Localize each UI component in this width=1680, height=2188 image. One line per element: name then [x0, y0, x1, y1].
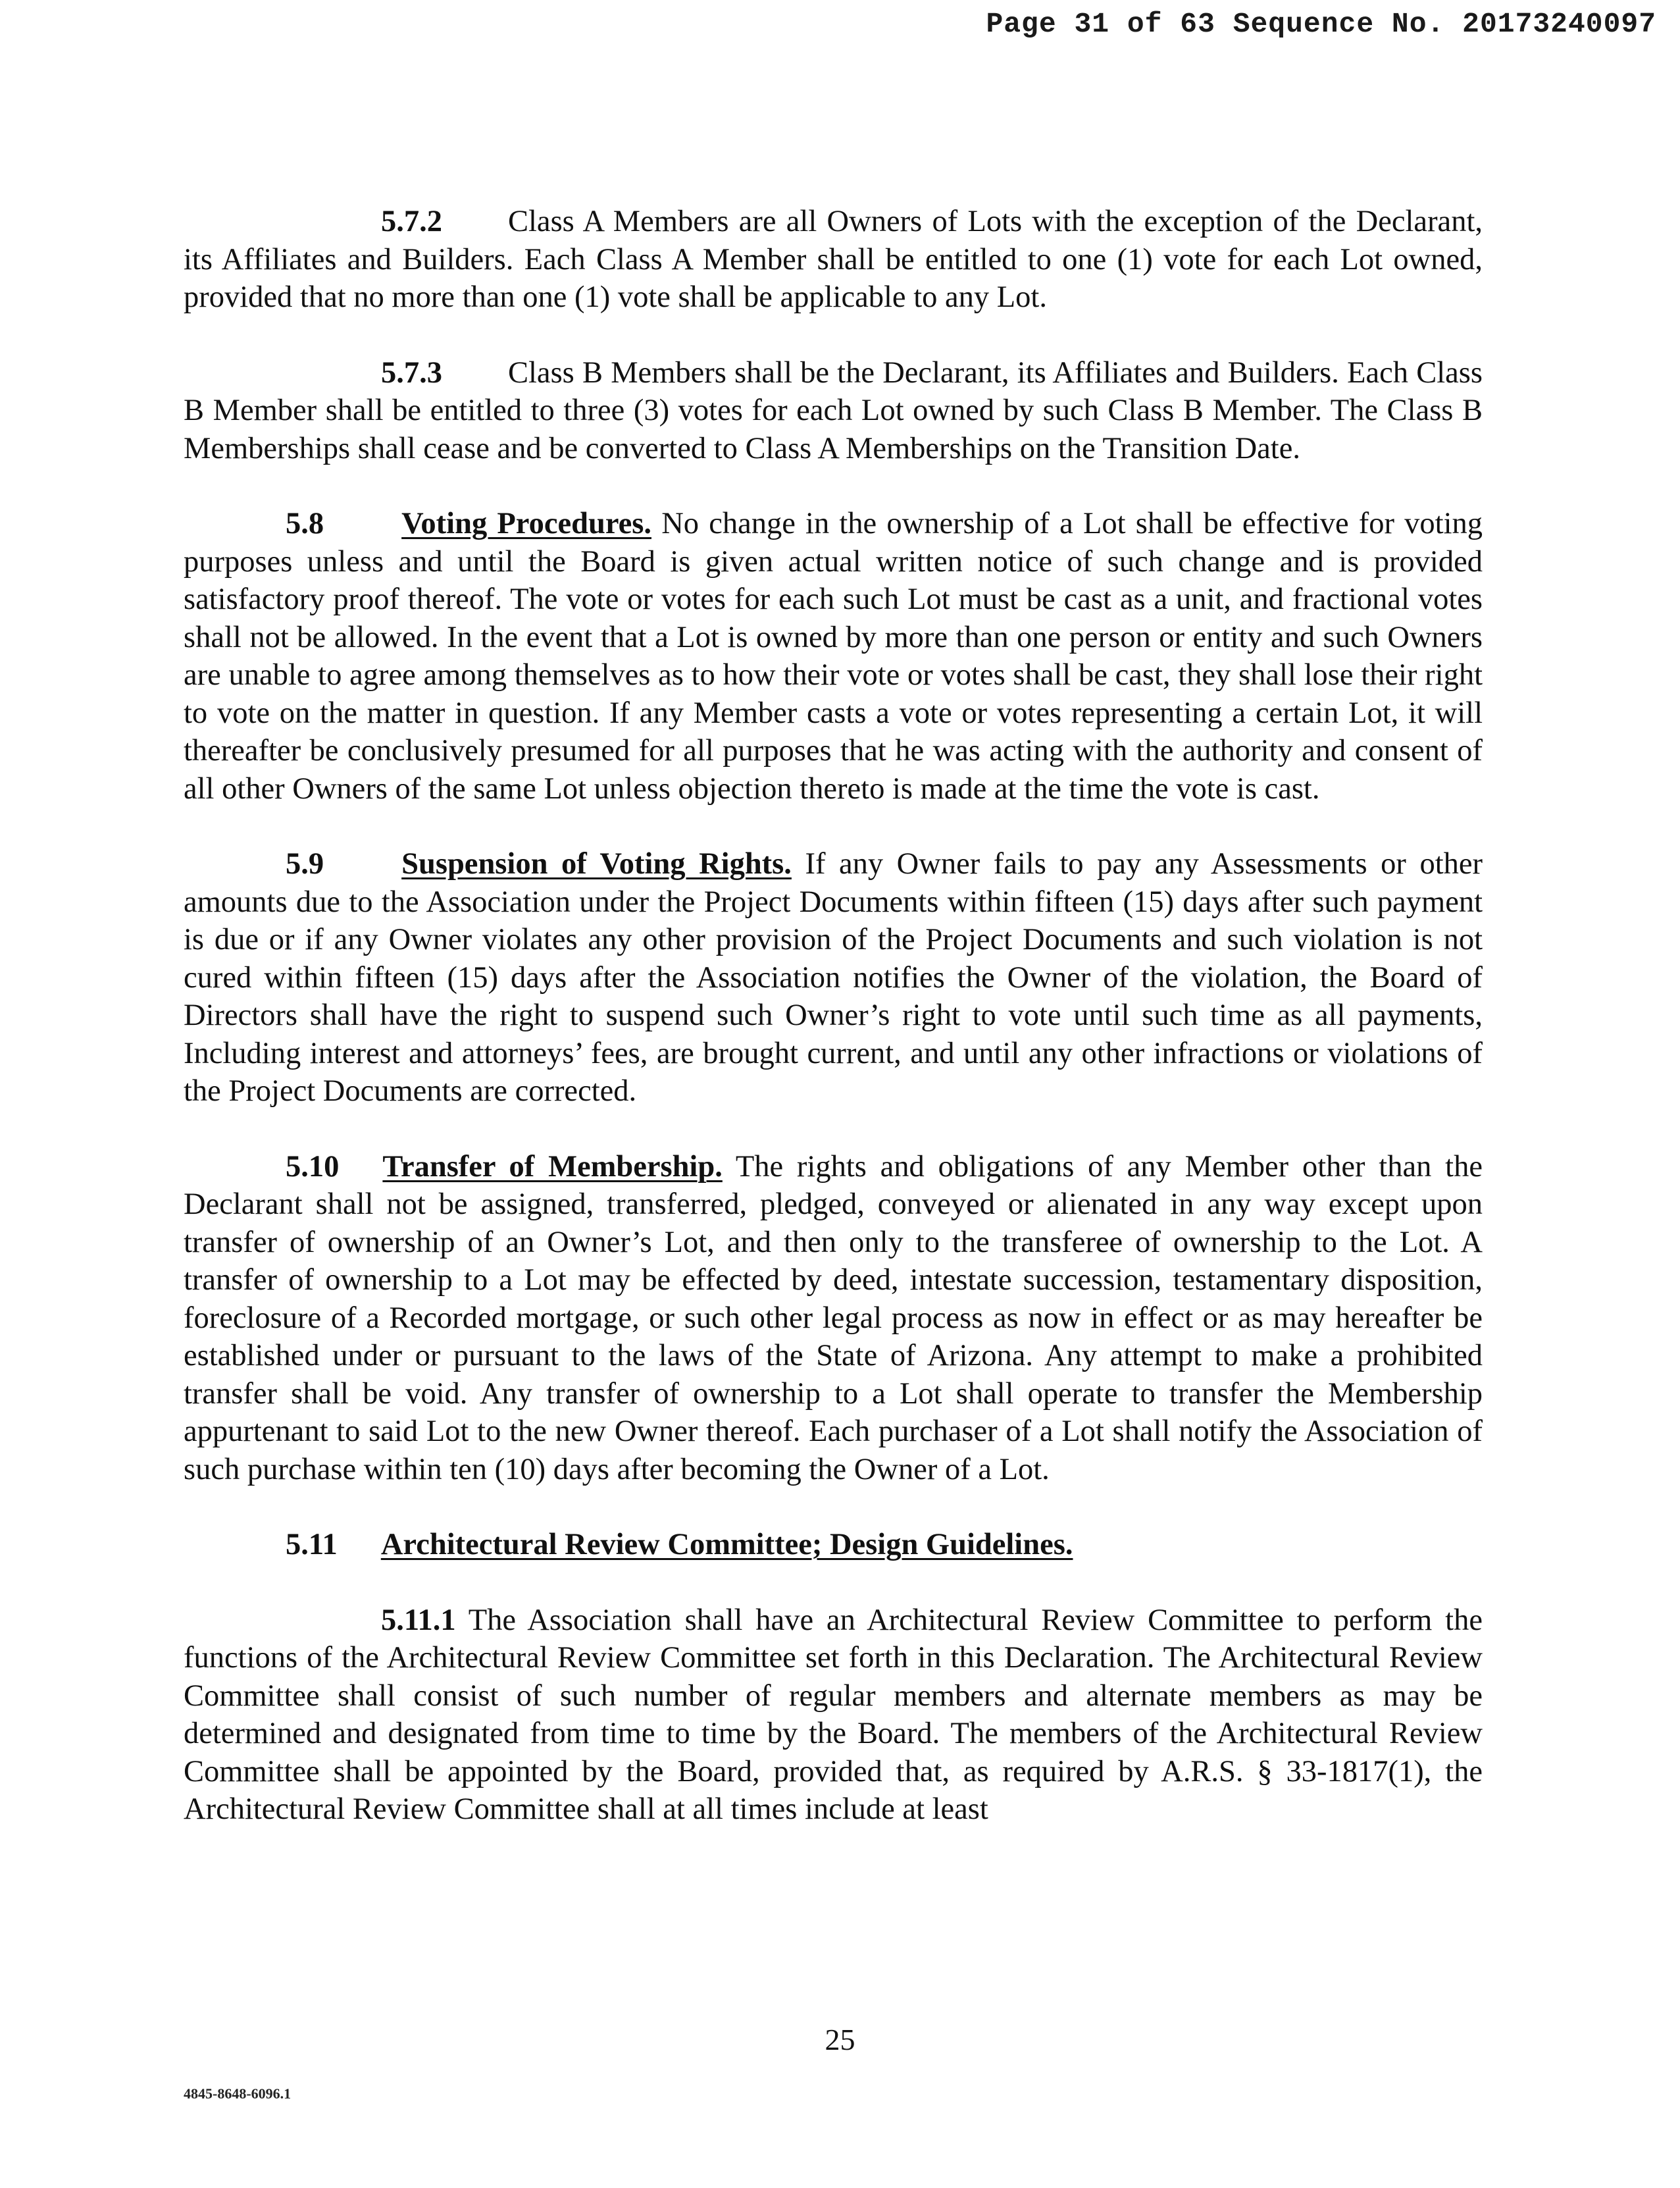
section-number: 5.10	[286, 1149, 340, 1184]
page-number: 25	[825, 2023, 855, 2056]
section-number: 5.11.1	[381, 1603, 456, 1637]
section-number: 5.7.2	[381, 205, 442, 238]
section-number: 5.7.3	[381, 355, 442, 390]
document-id: 4845-8648-6096.1	[184, 2085, 292, 2102]
page-sequence-header: Page 31 of 63 Sequence No. 20173240097	[986, 8, 1656, 40]
section-5-10	[184, 1148, 1483, 1489]
section-heading: Voting Procedures.	[401, 507, 651, 540]
section-number: 5.11	[286, 1528, 338, 1561]
section-text: No change in the ownership of a Lot shall be effective for voting purposes unless and until the Board is given actual written notice of such change and is provided satisfactory proof thereof. The vote or votes for each such Lot must be cast as a unit, and fractional votes shall not be allowed. In the event that a Lot is owned by more than one person or entity and such Owners are unable to agree among themselves as to how their vote or votes shall be cast, they shall lose their right to vote on the matter in question. If any Member casts a vote or votes representing a certain Lot, it will thereafter be conclusively presumed for all purposes that he was acting with the authority and consent of all other Owners of the same Lot unless objection thereto is made at the time the vote is cast.	[184, 507, 1483, 806]
section-text: Class A Members are all Owners of Lots with the exception of the Declarant, its Affiliates and Builders. Each Class A Member shall be entitled to one (1) vote for each Lot owned, provided that no more than one (1) vote shall be applicable to any Lot.	[184, 205, 1483, 314]
section-heading: Suspension of Voting Rights.	[401, 847, 792, 881]
section-heading: Architectural Review Committee; Design Guidelines.	[380, 1528, 1073, 1561]
section-heading: Transfer of Membership.	[382, 1149, 723, 1184]
section-text: The rights and obligations of any Member other than the Declarant shall not be assigned, transferred, pledged, conveyed or alienated in any way except upon transfer of ownership of an Owner’s Lot, and then only to the transferee of ownership to the Lot. A transfer of ownership to a Lot may be effected by deed, intestate succession, testamentary disposition, foreclosure of a Recorded mortgage, or such other legal process as now in effect or as may hereafter be established under or pursuant to the laws of the State of Arizona. Any attempt to make a prohibited transfer shall be void. Any transfer of ownership to a Lot shall operate to transfer the Membership appurtenant to said Lot to the new Owner thereof. Each purchaser of a Lot shall notify the Association of such purchase within ten (10) days after becoming the Owner of a Lot.	[184, 1149, 1483, 1486]
section-text: The Association shall have an Architectural Review Committee to perform the functions of the Architectural Review Committee set forth in this Declaration. The Architectural Review Committee shall consist of such number of regular members and alternate members as may be determined and designated from time to time by the Board. The members of the Architectural Review Committee shall be appointed by the Board, provided that, as required by A.R.S. § 33-1817(1), the Architectural Review Committee shall at all times include at least	[184, 1603, 1483, 1826]
document-body	[184, 203, 1483, 1829]
section-number: 5.8	[286, 507, 324, 540]
section-5-7-3	[184, 354, 1483, 468]
section-5-7-2	[184, 203, 1483, 317]
section-5-11	[184, 1526, 1483, 1564]
section-5-8	[184, 505, 1483, 808]
section-number: 5.9	[286, 847, 324, 881]
section-text: If any Owner fails to pay any Assessments or other amounts due to the Association under the Project Documents within fifteen (15) days after such payment is due or if any Owner violates any other provision of the Project Documents and such violation is not cured within fifteen (15) days after the Association notifies the Owner of the violation, the Board of Directors shall have the right to suspend such Owner’s right to vote until such time as all payments, Including interest and attorneys’ fees, are brought current, and until any other infractions or violations of the Project Documents are corrected.	[184, 847, 1483, 1108]
section-text: Class B Members shall be the Declarant, its Affiliates and Builders. Each Class B Member shall be entitled to three (3) votes for each Lot owned by such Class B Member. The Class B Memberships shall cease and be converted to Class A Memberships on the Transition Date.	[184, 355, 1483, 465]
section-5-11-1	[184, 1602, 1483, 1829]
section-5-9	[184, 845, 1483, 1110]
